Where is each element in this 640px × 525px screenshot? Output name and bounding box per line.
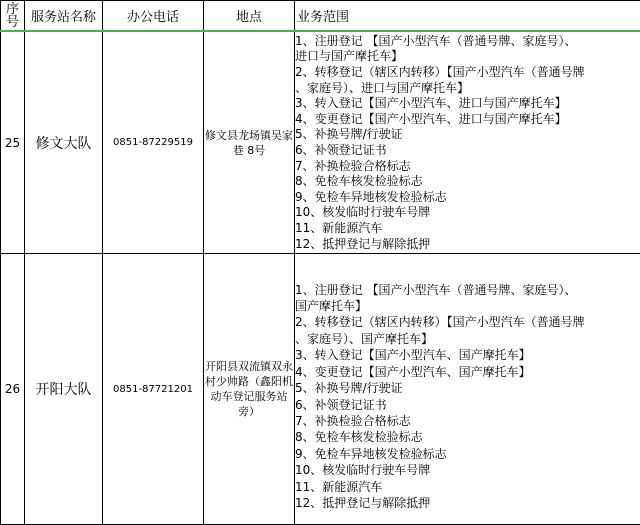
scope-item: 8、免检车核发检验标志 xyxy=(295,174,640,190)
scope-item: 4、变更登记【国产小型汽车、国产摩托车】 xyxy=(295,364,640,380)
scope-item: 11、新能源汽车 xyxy=(295,221,640,237)
business-scope xyxy=(295,31,640,254)
table-row xyxy=(1,31,640,254)
scope-item: 1、注册登记 【国产小型汽车（普通号牌、家庭号）、 xyxy=(295,34,640,50)
row-seq: 26 xyxy=(1,254,25,525)
station-name: 修文大队 xyxy=(25,31,103,254)
scope-item: 11、新能源汽车 xyxy=(295,479,640,495)
row-seq: 25 xyxy=(1,31,25,254)
scope-item: 10、核发临时行驶车号牌 xyxy=(295,462,640,478)
scope-item: 2、转移登记（辖区内转移）【国产小型汽车（普通号牌 xyxy=(295,65,640,81)
scope-item: 1、注册登记 【国产小型汽车（普通号牌、家庭号）、 xyxy=(295,282,640,298)
scope-item: 2、转移登记（辖区内转移）【国产小型汽车（普通号牌 xyxy=(295,314,640,330)
scope-item: 4、变更登记【国产小型汽车、进口与国产摩托车】 xyxy=(295,112,640,128)
scope-item: 国产摩托车】 xyxy=(295,298,640,314)
station-address: 修文县龙场镇吴家巷 8号 xyxy=(204,31,295,254)
scope-item: 3、转入登记【国产小型汽车、进口与国产摩托车】 xyxy=(295,96,640,112)
scope-item: 9、免检车异地核发检验标志 xyxy=(295,446,640,462)
scope-item: 进口与国产摩托车】 xyxy=(295,49,640,65)
scope-item: 8、免检车核发检验标志 xyxy=(295,429,640,445)
header-seq: 序号 xyxy=(1,1,25,32)
office-phone: 0851-87721201 xyxy=(103,254,204,525)
header-address: 地点 xyxy=(204,1,295,32)
office-phone: 0851-87229519 xyxy=(103,31,204,254)
scope-item: 7、补换检验合格标志 xyxy=(295,159,640,175)
header-scope: 业务范围 xyxy=(295,1,640,32)
scope-item: 、家庭号）、进口与国产摩托车】 xyxy=(295,81,640,97)
scope-item: 6、补领登记证书 xyxy=(295,397,640,413)
scope-item: 、家庭号）、国产摩托车】 xyxy=(295,331,640,347)
scope-item: 5、补换号牌/行驶证 xyxy=(295,380,640,396)
scope-item: 10、核发临时行驶车号牌 xyxy=(295,205,640,221)
scope-item: 6、补领登记证书 xyxy=(295,143,640,159)
scope-item: 7、补换检验合格标志 xyxy=(295,413,640,429)
header-phone: 办公电话 xyxy=(103,1,204,32)
station-name: 开阳大队 xyxy=(25,254,103,525)
business-scope xyxy=(295,254,640,525)
table-row xyxy=(1,254,640,525)
header-row xyxy=(1,1,640,32)
header-name: 服务站名称 xyxy=(25,1,103,32)
scope-item: 12、抵押登记与解除抵押 xyxy=(295,495,640,511)
scope-item: 9、免检车异地核发检验标志 xyxy=(295,190,640,206)
station-address: 开阳县双流镇双永村少帅路（鑫阳机动车登记服务站旁） xyxy=(204,254,295,525)
scope-item: 3、转入登记【国产小型汽车、国产摩托车】 xyxy=(295,347,640,363)
scope-item: 12、抵押登记与解除抵押 xyxy=(295,237,640,253)
scope-item: 5、补换号牌/行驶证 xyxy=(295,127,640,143)
